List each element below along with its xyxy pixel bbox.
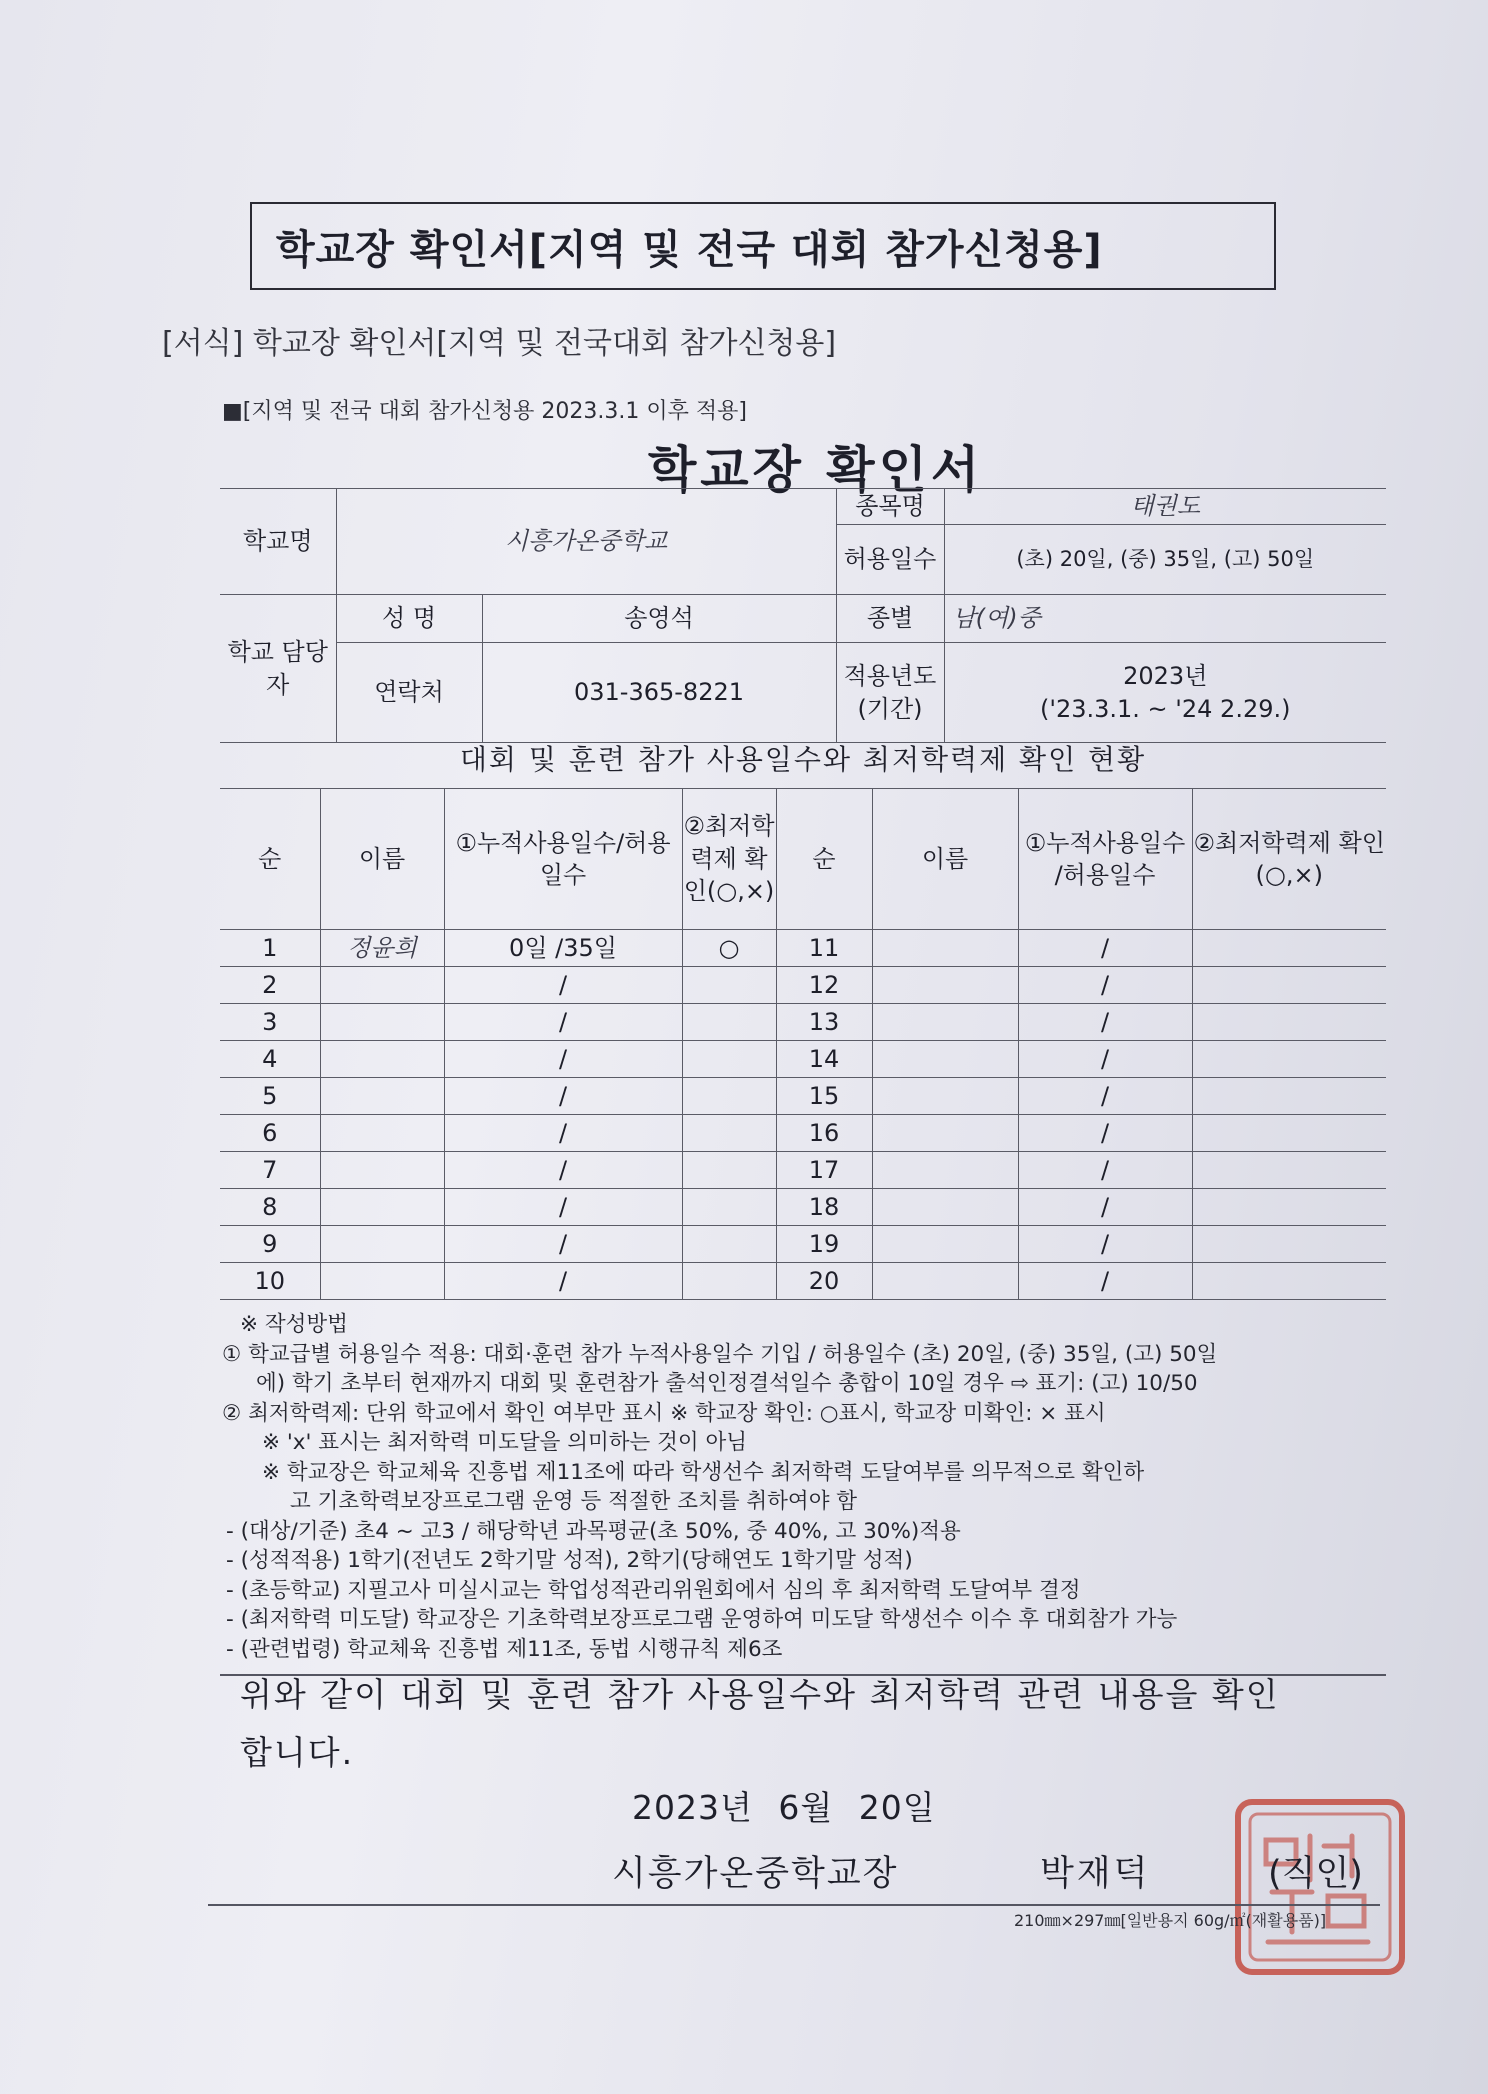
table-row (220, 1189, 1386, 1226)
school-info-table (220, 488, 1386, 743)
school-name-label: 학교명 (220, 489, 336, 595)
header-box-title: 학교장 확인서[지역 및 전국 대회 참가신청용] (276, 226, 1103, 273)
sport-value: 태권도 (944, 489, 1386, 525)
manager-label: 학교 담당자 (220, 595, 336, 743)
instruction-line: ※ 작성방법 (240, 1312, 348, 1337)
contact-value: 031-365-8221 (482, 643, 836, 743)
row-check-right (1192, 1041, 1386, 1078)
col-header-name-right: 이름 (872, 789, 1018, 930)
row-no: 7 (220, 1152, 320, 1189)
seal-mark: (직인) (1268, 1854, 1363, 1894)
instruction-line: - (대상/기준) 초4 ~ 고3 / 해당학년 과목평균(초 50%, 중 40%, 고 30%)적용 (226, 1518, 961, 1544)
row-check (682, 967, 776, 1004)
instruction-line: ※ 학교장은 학교체육 진흥법 제11조에 따라 학생선수 최저학력 도달여부를 의무적으로 확인하 (262, 1459, 1145, 1485)
row-check-right (1192, 1115, 1386, 1152)
signer-title: 시흥가온중학교장 (612, 1854, 899, 1894)
row-check-right (1192, 1152, 1386, 1189)
row-no-right: 11 (776, 930, 872, 967)
category-label: 종별 (836, 595, 944, 643)
row-check-right (1192, 1226, 1386, 1263)
row-no: 1 (220, 930, 320, 967)
row-check-right (1192, 1263, 1386, 1300)
contact-label: 연락처 (336, 643, 482, 743)
row-days-right: / (1018, 1226, 1192, 1263)
allowed-days-label: 허용일수 (836, 525, 944, 595)
row-no-right: 18 (776, 1189, 872, 1226)
school-name-value: 시흥가온중학교 (336, 489, 836, 595)
table-row (220, 967, 1386, 1004)
row-no: 6 (220, 1115, 320, 1152)
name-value: 송영석 (482, 595, 836, 643)
period-year: 2023년 (1123, 662, 1208, 691)
instruction-line: - (초등학교) 지필고사 미실시교는 학업성적관리위원회에서 심의 후 최저학력 도달여부 결정 (226, 1577, 1081, 1603)
period-range: ('23.3.1. ~ '24 2.29.) (1040, 694, 1291, 723)
table-row (220, 1078, 1386, 1115)
instruction-line: 에) 학기 초부터 현재까지 대회 및 훈련참가 출석인정결석일수 총합이 10일 경우 ⇨ 표기: (고) 10/50 (256, 1371, 1198, 1396)
instruction-line: - (최저학력 미도달) 학교장은 기초학력보장프로그램 운영하여 미도달 학생선수 이수 후 대회참가 가능 (226, 1607, 1178, 1632)
row-days-right: / (1018, 1078, 1192, 1115)
row-days-right: / (1018, 1189, 1192, 1226)
row-check-right (1192, 1189, 1386, 1226)
row-name-right (872, 1041, 1018, 1078)
row-name: 정윤희 (320, 930, 444, 967)
table-row (220, 1115, 1386, 1152)
name-label: 성 명 (336, 595, 482, 643)
col-header-days: ①누적사용일수/허용일수 (444, 789, 682, 930)
row-check (682, 1263, 776, 1300)
row-no-right: 13 (776, 1004, 872, 1041)
table-row (220, 1263, 1386, 1300)
row-name (320, 1004, 444, 1041)
table-row (220, 1041, 1386, 1078)
row-days-right: / (1018, 1004, 1192, 1041)
row-no: 3 (220, 1004, 320, 1041)
row-no-right: 15 (776, 1078, 872, 1115)
row-no-right: 20 (776, 1263, 872, 1300)
row-check (682, 1041, 776, 1078)
row-name-right (872, 1226, 1018, 1263)
paper-spec: 210㎜×297㎜[일반용지 60g/㎡(재활용품)] (1014, 1911, 1327, 1930)
row-no-right: 16 (776, 1115, 872, 1152)
form-label: [서식] 학교장 확인서[지역 및 전국대회 참가신청용] (162, 326, 837, 361)
row-check-right (1192, 930, 1386, 967)
table-row (220, 930, 1386, 967)
row-days-right: / (1018, 1152, 1192, 1189)
instruction-line: - (관련법령) 학교체육 진흥법 제11조, 동법 시행규칙 제6조 (226, 1636, 783, 1662)
row-check (682, 1152, 776, 1189)
row-no: 2 (220, 967, 320, 1004)
table-header-row (220, 789, 1386, 930)
row-days: / (444, 1263, 682, 1300)
row-no-right: 19 (776, 1226, 872, 1263)
category-value: 남(여)중 (944, 595, 1386, 643)
row-name-right (872, 1263, 1018, 1300)
confirmation-statement (240, 1666, 1380, 1782)
row-name (320, 1263, 444, 1300)
row-days: / (444, 1226, 682, 1263)
row-days: / (444, 967, 682, 1004)
table-row (220, 1152, 1386, 1189)
instruction-line: ※ 'x' 표시는 최저학력 미도달을 의미하는 것이 아님 (262, 1430, 748, 1455)
row-name-right (872, 967, 1018, 1004)
row-name (320, 1041, 444, 1078)
table-row (220, 1226, 1386, 1263)
row-no-right: 14 (776, 1041, 872, 1078)
row-check (682, 1078, 776, 1115)
row-days-right: / (1018, 1263, 1192, 1300)
col-header-no: 순 (220, 789, 320, 930)
allowed-days-value: (초) 20일, (중) 35일, (고) 50일 (944, 525, 1386, 595)
row-name-right (872, 1189, 1018, 1226)
status-section-title: 대회 및 훈련 참가 사용일수와 최저학력제 확인 현황 (459, 743, 1147, 776)
row-name (320, 967, 444, 1004)
row-days: / (444, 1115, 682, 1152)
row-days-right: / (1018, 930, 1192, 967)
row-check-right (1192, 967, 1386, 1004)
row-name (320, 1189, 444, 1226)
row-name-right (872, 1152, 1018, 1189)
row-check-right (1192, 1004, 1386, 1041)
col-header-min-academic: ②최저학력제 확인(○,×) (682, 789, 776, 930)
writing-instructions (222, 1310, 1402, 1664)
row-no-right: 17 (776, 1152, 872, 1189)
table-row (220, 1004, 1386, 1041)
period-value (944, 643, 1386, 743)
row-name (320, 1152, 444, 1189)
row-days-right: / (1018, 1115, 1192, 1152)
row-no: 8 (220, 1189, 320, 1226)
row-no: 9 (220, 1226, 320, 1263)
row-no: 4 (220, 1041, 320, 1078)
principal-name: 박재덕 (1040, 1854, 1151, 1894)
row-name (320, 1078, 444, 1115)
row-check (682, 1226, 776, 1263)
row-days: / (444, 1189, 682, 1226)
col-header-days-right: ①누적사용일수 /허용일수 (1018, 789, 1192, 930)
row-name-right (872, 1078, 1018, 1115)
row-days-right: / (1018, 967, 1192, 1004)
instruction-line: ① 학교급별 허용일수 적용: 대회·훈련 참가 누적사용일수 기입 / 허용일수 (초) 20일, (중) 35일, (고) 50일 (222, 1341, 1218, 1367)
row-name (320, 1115, 444, 1152)
row-days-right: / (1018, 1041, 1192, 1078)
document-header-box (250, 202, 1276, 290)
row-days: / (444, 1041, 682, 1078)
row-check (682, 1189, 776, 1226)
row-check (682, 1004, 776, 1041)
row-check-right (1192, 1078, 1386, 1115)
period-label: 적용년도 (기간) (836, 643, 944, 743)
sport-label: 종목명 (836, 489, 944, 525)
scope-note: ■[지역 및 전국 대회 참가신청용 2023.3.1 이후 적용] (222, 399, 747, 424)
confirmation-line-2: 합니다. (240, 1733, 355, 1772)
instruction-line: ② 최저학력제: 단위 학교에서 확인 여부만 표시 ※ 학교장 확인: ○표시, 학교장 미확인: × 표시 (222, 1400, 1106, 1426)
issue-date: 2023년 6월 20일 (632, 1788, 936, 1827)
row-name-right (872, 930, 1018, 967)
confirmation-line-1: 위와 같이 대회 및 훈련 참가 사용일수와 최저학력 관련 내용을 확인 (240, 1675, 1280, 1714)
row-name (320, 1226, 444, 1263)
row-no-right: 12 (776, 967, 872, 1004)
row-days: / (444, 1004, 682, 1041)
participation-table (220, 788, 1386, 1300)
instruction-line: 고 기초학력보장프로그램 운영 등 적절한 조치를 취하여야 함 (290, 1489, 858, 1514)
row-check: ○ (682, 930, 776, 967)
row-no: 10 (220, 1263, 320, 1300)
row-name-right (872, 1004, 1018, 1041)
col-header-min-academic-right: ②최저학력제 확인(○,×) (1192, 789, 1386, 930)
instruction-line: - (성적적용) 1학기(전년도 2학기말 성적), 2학기(당해연도 1학기말 성적) (226, 1548, 913, 1573)
col-header-name: 이름 (320, 789, 444, 930)
document-title: 학교장 확인서 (648, 441, 984, 499)
row-days: 0일 /35일 (444, 930, 682, 967)
row-days: / (444, 1078, 682, 1115)
row-days: / (444, 1152, 682, 1189)
row-name-right (872, 1115, 1018, 1152)
row-no: 5 (220, 1078, 320, 1115)
bottom-divider (208, 1904, 1380, 1906)
row-check (682, 1115, 776, 1152)
col-header-no-right: 순 (776, 789, 872, 930)
